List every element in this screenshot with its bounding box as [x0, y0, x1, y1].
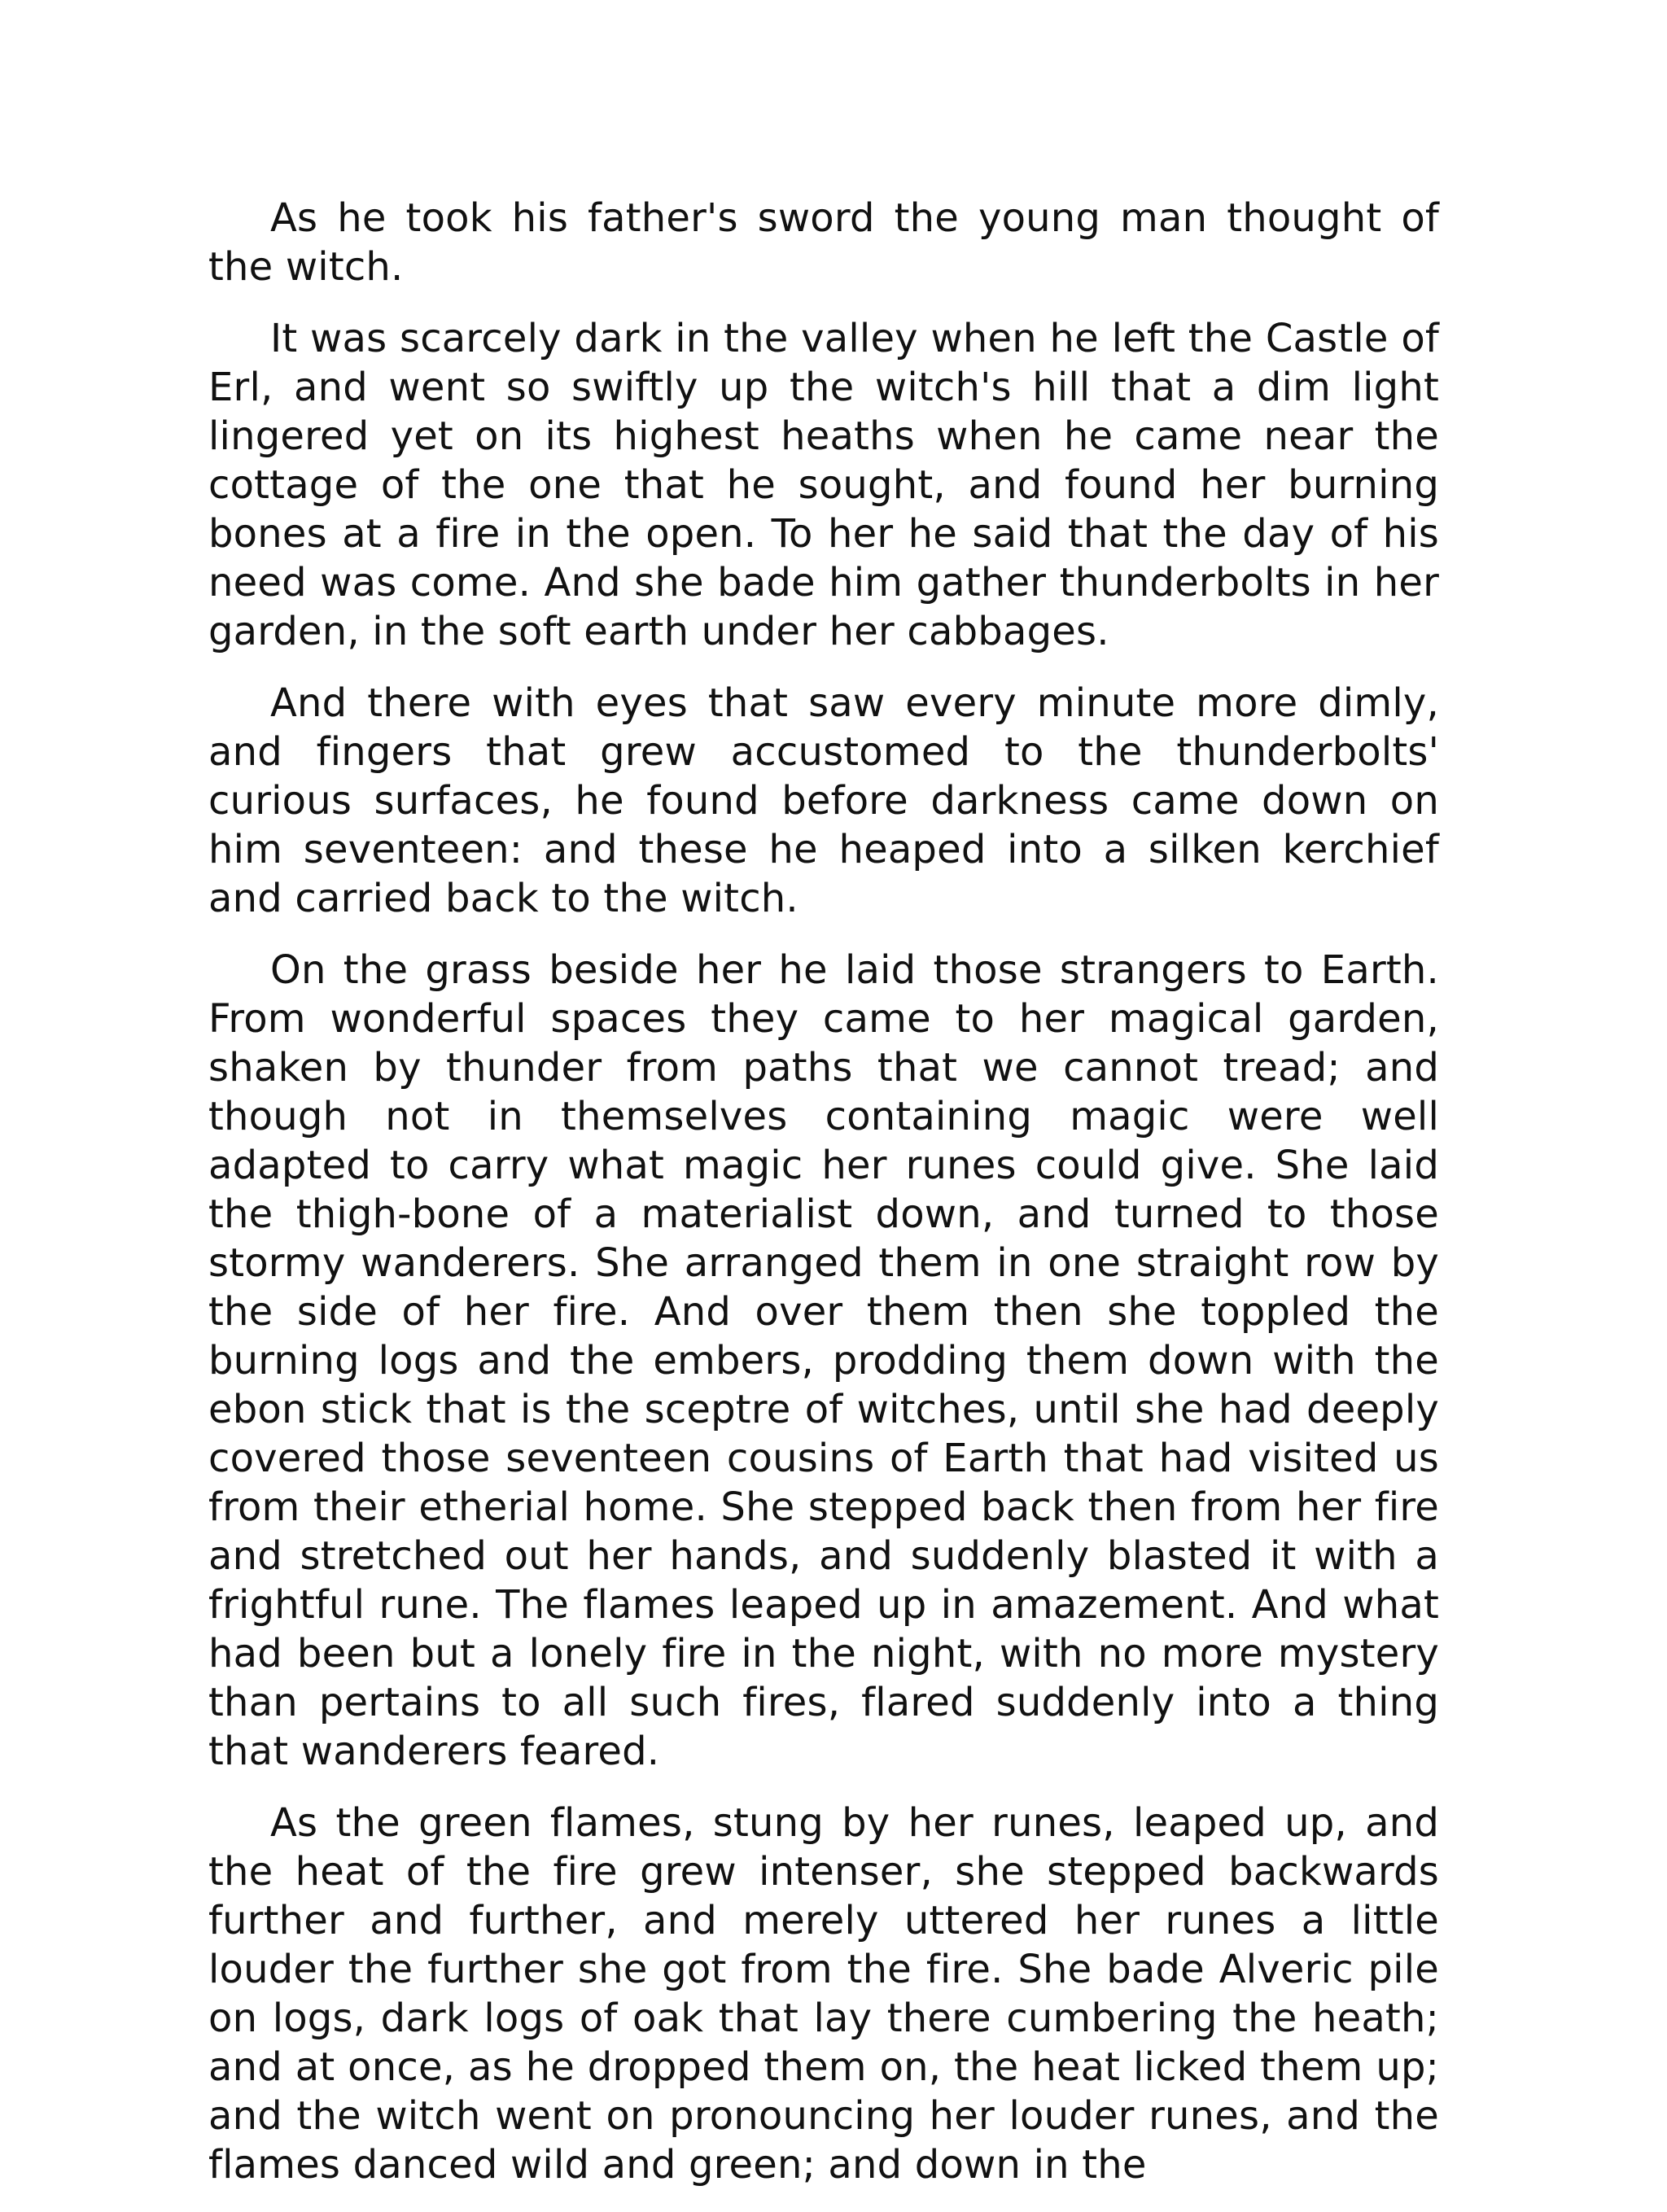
paragraph-3: And there with eyes that saw every minute more dimly, and fingers that grew accustomed to the thunderbolts' curious surfaces, he found before darkness came down on him seventeen: and these he heaped into a silken kerchief and carried back to the witch.: [208, 680, 1439, 921]
paragraph-5: As the green flames, stung by her runes, leaped up, and the heat of the fire grew intenser, she stepped backwards further and further, and merely uttered her runes a little louder the further she got from the fire. She bade Alveric pile on logs, dark logs of oak that lay there cumbering the heath; and at once, as he dropped them on, the heat licked them up; and the witch went on pronouncing her louder runes, and the flames danced wild and green; and down in the: [208, 1800, 1439, 2188]
paragraph-1: As he took his father's sword the young man thought of the witch.: [208, 195, 1439, 290]
paragraph-4: On the grass beside her he laid those strangers to Earth. From wonderful spaces they came to her magical garden, shaken by thunder from paths that we cannot tread; and though not in themselves containing magic were well adapted to carry what magic her runes could give. She laid the thigh-bone of a materialist down, and turned to those stormy wanderers. She arranged them in one straight row by the side of her fire. And over them then she toppled the burning logs and the embers, prodding them down with the ebon stick that is the sceptre of witches, until she had deeply covered those seventeen cousins of Earth that had visited us from their etherial home. She stepped back then from her fire and stretched out her hands, and suddenly blasted it with a frightful rune. The flames leaped up in amazement. And what had been but a lonely fire in the night, with no more mystery than pertains to all such fires, flared suddenly into a thing that wanderers feared.: [208, 947, 1439, 1774]
body-text: [208, 194, 1439, 2212]
paragraph-2: It was scarcely dark in the valley when he left the Castle of Erl, and went so swiftly up the witch's hill that a dim light lingered yet on its highest heaths when he came near the cottage of the one that he sought, and found her burning bones at a fire in the open. To her he said that the day of his need was come. And she bade him gather thunderbolts in her garden, in the soft earth under her cabbages.: [208, 316, 1439, 654]
